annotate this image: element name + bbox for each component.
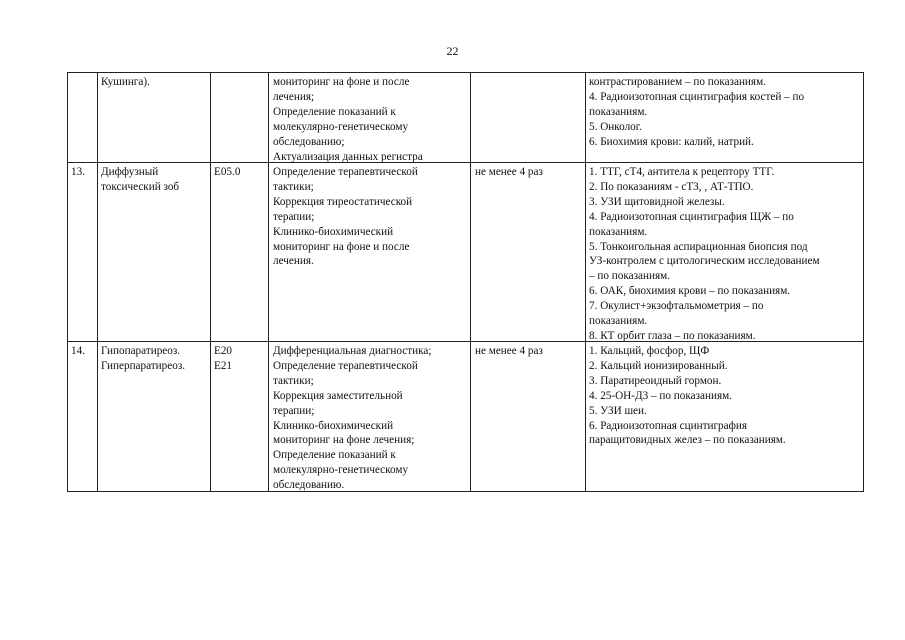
column-divider	[97, 72, 98, 492]
column-divider	[268, 72, 269, 492]
column-divider	[470, 72, 471, 492]
condition-name-cell: Диффузный токсический зоб	[101, 166, 180, 193]
icd-code-cell: E20 E21	[214, 345, 233, 372]
row-number-cell: 13.	[71, 166, 85, 178]
frequency-cell: не менее 4 раз	[475, 345, 543, 357]
page-number: 22	[446, 44, 459, 58]
examinations-cell: 1. Кальций, фосфор, ЩФ 2. Кальций ионизированный. 3. Паратиреоидный гормон. 4. 25-ОН-Д3 – по показаниям. 5. УЗИ шеи. 6. Радиоизотопная сцинтиграфия паращитовидных желез – по показаниям.	[589, 345, 786, 447]
tasks-cell: мониторинг на фоне и после лечения; Определение показаний к молекулярно-генетическому обследованию; Актуализация данных регистра	[273, 76, 423, 163]
column-divider	[210, 72, 211, 492]
column-divider	[585, 72, 586, 492]
frequency-cell: не менее 4 раз	[475, 166, 543, 178]
condition-name-cell: Кушинга).	[101, 76, 150, 88]
condition-name-cell: Гипопаратиреоз. Гиперпаратиреоз.	[101, 345, 186, 372]
examinations-cell: контрастированием – по показаниям. 4. Радиоизотопная сцинтиграфия костей – по показаниям. 5. Онколог. 6. Биохимия крови: калий, натрий.	[589, 76, 805, 148]
table-top-border	[67, 72, 864, 73]
tasks-cell: Дифференциальная диагностика; Определение терапевтической тактики; Коррекция заместительной терапии; Клинико-биохимический мониторинг на фоне лечения; Определение показаний к молекулярно-генетическому обследованию.	[273, 345, 432, 492]
icd-code-cell: E05.0	[214, 166, 241, 178]
column-divider	[67, 72, 68, 492]
tasks-cell: Определение терапевтической тактики; Коррекция тиреостатической терапии; Клинико-биохимический мониторинг на фоне и после лечения.	[273, 166, 418, 268]
table-right-border	[863, 72, 864, 492]
row-number-cell: 14.	[71, 345, 85, 357]
examinations-cell: 1. ТТГ, сТ4, антитела к рецептору ТТГ. 2. По показаниям - сТ3, , АТ-ТПО. 3. УЗИ щитовидной железы. 4. Радиоизотопная сцинтиграфия ЩЖ – по показаниям. 5. Тонкоигольная аспирационная биопсия под УЗ-контролем с цитологическим исследованием – по показаниям. 6. ОАК, биохимия крови – по показаниям. 7. Окулист+экзофтальмометрия – по показаниям. 8. КТ орбит глаза – по показаниям.	[589, 166, 820, 342]
